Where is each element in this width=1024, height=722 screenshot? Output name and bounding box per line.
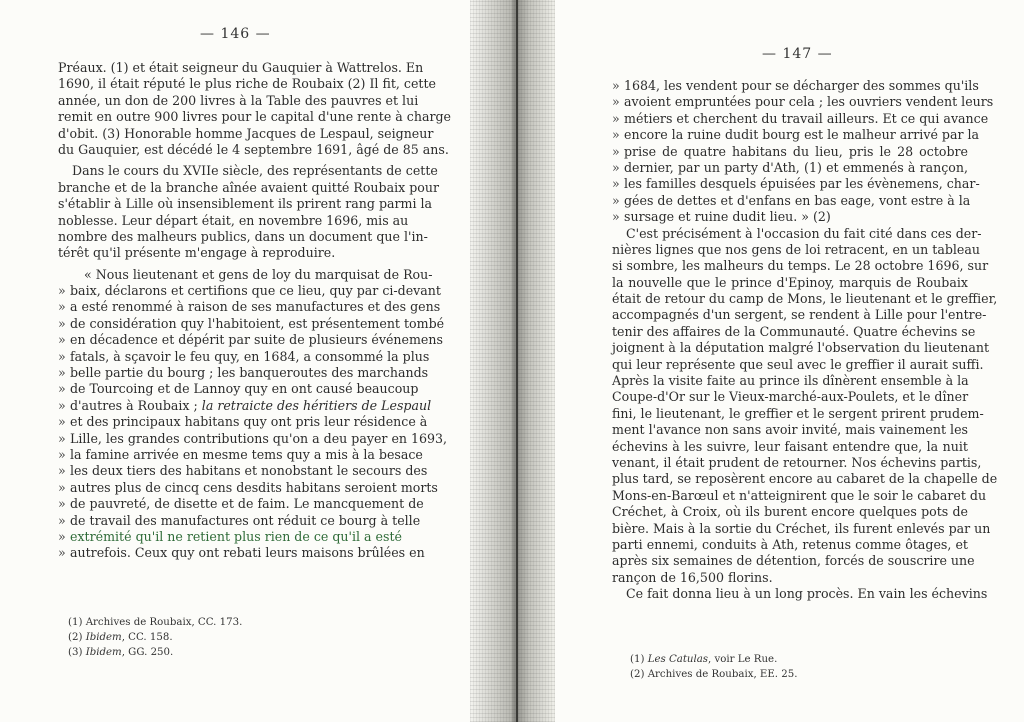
text-line: rançon de 16,500 florins. bbox=[612, 569, 773, 585]
left-quote bbox=[58, 266, 448, 562]
text-line: 1690, il était réputé le plus riche de Roubaix (2) Il fit, cette bbox=[58, 76, 437, 92]
footnote-text: , voir Le Rue. bbox=[708, 654, 778, 665]
quote-line bbox=[58, 365, 429, 381]
text-line: d'obit. (3) Honorable homme Jacques de Lespaul, seigneur bbox=[58, 125, 434, 141]
text-line: ment l'avance non sans avoir invité, mais vainement les bbox=[612, 422, 968, 438]
quote-text: fatals, à sçavoir le feu quy, en 1684, a consommé la plus bbox=[70, 348, 430, 364]
text-line: parti ennemi, conduits à Ath, retenus comme ôtages, et bbox=[612, 536, 968, 552]
quote-italic-text: la retraicte des héritiers de Lespaul bbox=[201, 397, 432, 413]
guillemet-mark: » bbox=[58, 496, 66, 512]
quote-text: de pauvreté, de disette et de faim. Le mancquement de bbox=[70, 496, 424, 512]
text-line: fini, le lieutenant, le greffier et le sergent prirent prudem- bbox=[612, 405, 984, 421]
footnote-italic-source: Les Catulas bbox=[647, 654, 709, 665]
quote-line bbox=[58, 283, 441, 299]
text-line: C'est précisément à l'occasion du fait cité dans ces der- bbox=[626, 225, 982, 241]
footnote bbox=[68, 615, 242, 630]
text-line: du Gauquier, est décédé le 4 septembre 1691, âgé de 85 ans. bbox=[58, 141, 449, 157]
quote-text: métiers et cherchent du travail ailleurs. Et ce qui avance bbox=[624, 110, 989, 126]
quote-line bbox=[58, 430, 448, 447]
guillemet-mark: » bbox=[612, 78, 620, 93]
guillemet-mark: » bbox=[58, 512, 66, 528]
footnote bbox=[630, 667, 797, 682]
text-line: joignent à la députation malgré l'observation du lieutenant bbox=[612, 340, 990, 356]
guillemet-mark: » bbox=[58, 463, 66, 479]
guillemet-mark: » bbox=[612, 94, 620, 110]
quote-text: baix, déclarons et certifions que ce lieu, quy par ci-devant bbox=[70, 283, 441, 299]
text-line: noblesse. Leur départ était, en novembre 1696, mis au bbox=[58, 212, 409, 228]
left-paragraph-2 bbox=[58, 163, 439, 261]
footnote-text: , CC. 158. bbox=[121, 632, 173, 643]
footnote-number: (2) bbox=[630, 669, 645, 680]
text-line: qui leur représente que seul avec le greffier il aurait suffi. bbox=[612, 356, 984, 372]
guillemet-mark: » bbox=[58, 283, 66, 299]
text-line: venant, il était prudent de retourner. Nos échevins partis, bbox=[612, 454, 982, 470]
footnote-number: (2) bbox=[68, 632, 83, 643]
quote-line bbox=[612, 127, 980, 143]
guillemet-mark: » bbox=[58, 545, 66, 561]
text-line: année, un don de 200 livres à la Table des pauvres et lui bbox=[58, 92, 419, 108]
guillemet-mark: » bbox=[58, 528, 66, 544]
quote-line bbox=[58, 266, 433, 283]
quote-text: 1684, les vendent pour se décharger des sommes qu'ils bbox=[624, 78, 979, 93]
guillemet-mark: » bbox=[58, 446, 66, 462]
footnote bbox=[68, 645, 242, 660]
quote-line bbox=[58, 332, 443, 348]
guillemet-mark: » bbox=[58, 479, 66, 495]
text-line: échevins à les suivre, leur faisant entendre que, la nuit bbox=[612, 438, 968, 454]
quote-line bbox=[58, 463, 428, 479]
right-paragraph-1 bbox=[612, 225, 998, 587]
quote-line bbox=[612, 110, 989, 127]
quote-text: avoient empruntées pour cela ; les ouvriers vendent leurs bbox=[624, 94, 994, 110]
text-line: Coupe-d'Or sur le Vieux-marché-aux-Poulets, et le dîner bbox=[612, 389, 969, 405]
quote-line bbox=[612, 94, 994, 110]
footnote-number: (1) bbox=[68, 617, 83, 628]
text-line: plus tard, se reposèrent encore au cabaret de la chapelle de bbox=[612, 471, 998, 487]
text-line: tenir des affaires de la Communauté. Quatre échevins se bbox=[612, 323, 976, 339]
quote-text: de Tourcoing et de Lannoy quy en ont causé beaucoup bbox=[70, 381, 419, 397]
text-line: après six semaines de détention, forcés de souscrire une bbox=[612, 553, 975, 569]
quote-text: de considération quy l'habitoient, est présentement tombé bbox=[70, 315, 445, 331]
guillemet-mark: » bbox=[612, 192, 620, 208]
guillemet-mark: » bbox=[58, 315, 66, 331]
guillemet-mark: » bbox=[58, 365, 66, 381]
left-footnotes bbox=[68, 615, 242, 660]
quote-line bbox=[58, 528, 402, 545]
footnote-text: Archives de Roubaix, CC. 173. bbox=[85, 617, 243, 628]
quote-line bbox=[612, 176, 980, 192]
quote-text: dernier, par un party d'Ath, (1) et emmenés à rançon, bbox=[624, 159, 968, 175]
text-line: remit en outre 900 livres pour le capital d'une rente à charge bbox=[58, 109, 451, 125]
quote-text: autres plus de cincq cens desdits habitans seroient morts bbox=[70, 479, 438, 495]
quote-text: les familles desquels épuisées par les évènemens, char- bbox=[624, 176, 980, 192]
quote-text: extrémité qu'il ne retient plus rien de ce qu'il a esté bbox=[70, 528, 402, 544]
text-line: branche et de la branche aînée avaient quitté Roubaix pour bbox=[58, 179, 439, 195]
quote-text: les deux tiers des habitans et nonobstant le secours des bbox=[70, 463, 428, 479]
quote-text: a esté renommé à raison de ses manufactures et des gens bbox=[70, 299, 441, 315]
footnote-italic-source: Ibidem bbox=[85, 632, 122, 643]
guillemet-mark: » bbox=[58, 430, 66, 446]
text-line: la nouvelle que le prince d'Epinoy, marquis de Roubaix bbox=[612, 274, 968, 290]
text-line: Préaux. (1) et était seigneur du Gauquier à Wattrelos. En bbox=[58, 60, 424, 75]
quote-line bbox=[58, 512, 421, 529]
right-footnotes bbox=[630, 652, 797, 682]
guillemet-mark: » bbox=[612, 143, 620, 159]
quote-text: « Nous lieutenant et gens de loy du marquisat de Rou- bbox=[84, 266, 433, 282]
quote-line bbox=[58, 479, 438, 496]
text-line: Après la visite faite au prince ils dînèrent ensemble à la bbox=[612, 373, 969, 389]
quote-line bbox=[612, 78, 979, 94]
book-gutter bbox=[470, 0, 555, 722]
right-page-body bbox=[612, 78, 998, 603]
text-line: Mons-en-Barœul et n'atteignirent que le soir le cabaret du bbox=[612, 487, 987, 503]
quote-text: autrefois. Ceux quy ont rebati leurs maisons brûlées en bbox=[70, 545, 425, 561]
footnote-number: (1) bbox=[630, 654, 645, 665]
guillemet-mark: » bbox=[58, 348, 66, 364]
text-line: Ce fait donna lieu à un long procès. En vain les échevins bbox=[626, 586, 988, 602]
quote-text: la famine arrivée en mesme tems quy a mis à la besace bbox=[70, 446, 423, 462]
quote-text: en décadence et dépérit par suite de plusieurs événemens bbox=[70, 332, 443, 348]
quote-line bbox=[58, 348, 430, 365]
footnote bbox=[630, 652, 797, 667]
guillemet-mark: » bbox=[58, 414, 66, 430]
quote-line bbox=[58, 414, 428, 430]
guillemet-mark: » bbox=[58, 332, 66, 348]
footnote-italic-source: Ibidem bbox=[85, 647, 122, 658]
text-line: s'établir à Lille où insensiblement ils prirent rang parmi la bbox=[58, 196, 433, 212]
quote-text: et des principaux habitans quy ont pris leur résidence à bbox=[70, 414, 428, 430]
page-number-left: — 146 — bbox=[200, 26, 271, 42]
quote-line bbox=[58, 545, 425, 561]
right-paragraph-2 bbox=[612, 586, 988, 602]
guillemet-mark: » bbox=[612, 159, 620, 175]
quote-line bbox=[612, 209, 968, 225]
quote-text: prise de quatre habitans du lieu, pris le 28 octobre bbox=[624, 143, 968, 159]
guillemet-mark: » bbox=[612, 176, 620, 192]
right-quote bbox=[612, 78, 994, 226]
quote-line bbox=[612, 192, 971, 209]
quote-line bbox=[58, 496, 424, 512]
text-line: Dans le cours du XVIIe siècle, des représentants de cette bbox=[72, 163, 438, 179]
quote-line bbox=[612, 160, 968, 176]
book-spine bbox=[516, 0, 518, 722]
left-paragraph-1 bbox=[58, 60, 451, 158]
guillemet-mark: » bbox=[612, 110, 620, 126]
quote-text: Lille, les grandes contributions qu'on a deu payer en 1693, bbox=[70, 430, 448, 446]
text-line: Créchet, à Croix, où ils burent encore quelques pots de bbox=[612, 504, 968, 520]
quote-text: sursage et ruine dudit lieu. » (2) bbox=[624, 209, 831, 225]
quote-line bbox=[58, 446, 423, 463]
quote-text: encore la ruine dudit bourg est le malheur arrivé par la bbox=[624, 127, 980, 143]
quote-line bbox=[58, 381, 419, 397]
guillemet-mark: » bbox=[58, 381, 66, 397]
quote-text: d'autres à Roubaix ; bbox=[70, 397, 198, 413]
guillemet-mark: » bbox=[58, 299, 66, 315]
text-line: nières lignes que nos gens de loi retracent, en un tableau bbox=[612, 241, 980, 257]
quote-line bbox=[612, 144, 968, 160]
text-line: était de retour du camp de Mons, le lieutenant et le greffier, bbox=[612, 291, 998, 307]
footnote-number: (3) bbox=[68, 647, 83, 658]
text-line: térêt qu'il présente m'engage à reproduire. bbox=[58, 245, 336, 261]
quote-text: gées de dettes et d'enfans en bas eage, vont estre à la bbox=[624, 192, 971, 208]
guillemet-mark: » bbox=[612, 127, 620, 143]
footnote-text: Archives de Roubaix, EE. 25. bbox=[647, 669, 798, 680]
quote-line bbox=[58, 397, 432, 414]
text-line: accompagnés d'un sergent, se rendent à Lille pour l'entre- bbox=[612, 307, 987, 323]
text-line: bière. Mais à la sortie du Créchet, ils furent enlevés par un bbox=[612, 520, 991, 536]
text-line: nombre des malheurs publics, dans un document que l'in- bbox=[58, 228, 428, 244]
quote-text: de travail des manufactures ont réduit ce bourg à telle bbox=[70, 512, 421, 528]
guillemet-mark: » bbox=[612, 209, 620, 225]
quote-text: belle partie du bourg ; les banqueroutes des marchands bbox=[70, 365, 429, 381]
quote-line bbox=[58, 299, 441, 315]
guillemet-mark: » bbox=[58, 397, 66, 413]
text-line: si sombre, les malheurs du temps. Le 28 octobre 1696, sur bbox=[612, 258, 989, 274]
quote-line bbox=[58, 315, 445, 332]
page-number-right: — 147 — bbox=[762, 46, 833, 62]
footnote-text: , GG. 250. bbox=[121, 647, 174, 658]
footnote bbox=[68, 630, 242, 645]
left-page-body bbox=[58, 60, 451, 562]
